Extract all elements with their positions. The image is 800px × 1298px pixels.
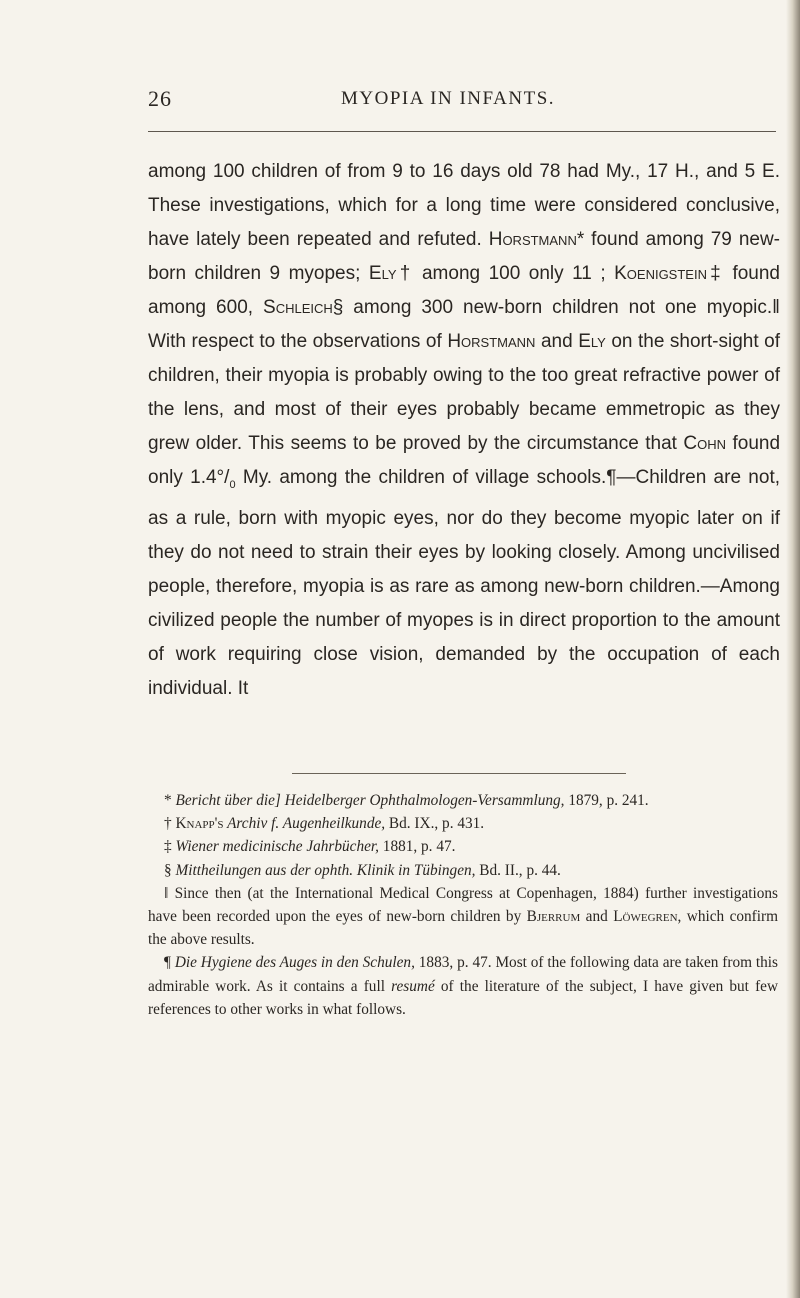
body-text (148, 155, 780, 706)
footnote-6 (148, 951, 778, 1021)
author-cohn: Cohn (683, 433, 726, 454)
author-ely: Ely (368, 263, 397, 284)
footnote-rule (292, 773, 626, 774)
author-koenigstein: Koenigstein (614, 263, 707, 284)
footnote-ref: Bd. II., p. 44. (475, 861, 561, 879)
footnote-title: Mittheilungen aus der ophth. Klinik in Tübingen, (175, 861, 476, 879)
footnote-resume: resumé (391, 977, 435, 995)
author-schleich: Schleich (263, 297, 333, 318)
body-paragraph (148, 155, 780, 706)
body-text-2: * found among 79 new-born children 9 myopes; (148, 229, 781, 284)
page-header (148, 86, 778, 120)
body-text-9: My. among the children of village schools.¶—Children are not, as a rule, born with myopic eyes, nor do they become myopic later on if they do not need to strain their eyes by looking closely. Among uncivilised people, therefore, myopia is as rare as among new-born children.—Among civilized people the number of myopes is in direct proportion to the amount of work requiring close vision, demanded by the occupation of each individual. It (148, 467, 780, 699)
author-horstmann: Horstmann (488, 229, 577, 250)
author-knapp: Knapp's (175, 815, 224, 833)
footnote-text: and (585, 908, 608, 926)
body-text-8: found only 1.4°/ (148, 433, 781, 488)
footnote-2 (148, 812, 778, 835)
body-text-7: on the short-sight of children, their myopia is probably owing to the too great refractive power of the lens, and most of their eyes probably became emmetropic as they grew older. This seems to be proved by the circumstance that (148, 331, 780, 454)
footnote-text: of the literature of the subject, I have given but few references to other works in what follows. (148, 977, 779, 1018)
author-ely-2: Ely (578, 331, 606, 352)
footnote-marker: ¶ (164, 954, 175, 972)
author-lowegren: Löwegren, (613, 908, 682, 926)
footnote-marker: † (164, 815, 176, 833)
footnote-marker: ‡ (164, 838, 176, 856)
footnote-ref: 1879, p. 241. (564, 792, 649, 809)
page-number: 26 (148, 86, 172, 111)
body-text-6: and (540, 331, 573, 352)
author-bjerrum: Bjerrum (526, 908, 581, 926)
header-rule (148, 131, 776, 132)
footnote-marker: § (164, 861, 176, 879)
footnote-title: Wiener medicinische Jahrbücher, (175, 838, 379, 856)
running-title: MYOPIA IN INFANTS. (341, 88, 556, 109)
percent-subscript: 0 (229, 478, 236, 491)
footnote-text: ‖ Since then (at the International Medical Congress at Copenhagen, 1884) further investigations have been recorded upon the eyes of new-born children by (148, 884, 778, 926)
footnote-text: 1883, p. 47. Most of the following data are taken from this admirable work. As it contains a full (148, 954, 778, 995)
page-edge-shadow (786, 0, 800, 1298)
footnote-title: Bericht über die] Heidelberger Ophthalmologen-Versammlung, (175, 792, 565, 809)
footnote-marker: * (164, 792, 176, 809)
footnote-1 (148, 789, 778, 812)
footnote-5 (148, 882, 778, 952)
footnote-ref: Bd. IX., p. 431. (385, 815, 485, 833)
footnote-title: Archiv f. Augenheilkunde, (223, 815, 386, 833)
footnote-3 (148, 835, 778, 858)
body-text-3: † among 100 only 11 ; (396, 263, 606, 284)
author-horstmann-2: Horstmann (447, 331, 536, 352)
footnote-text: which confirm the above results. (148, 908, 779, 949)
footnote-4 (148, 859, 778, 882)
body-text-5: § among 300 new-born children not one myopic.‖ With respect to the observations of (148, 297, 781, 352)
footnotes (148, 789, 778, 1021)
footnote-title: Die Hygiene des Auges in den Schulen, (174, 954, 415, 972)
body-text-4: ‡ found among 600, (148, 263, 780, 318)
footnote-ref: 1881, p. 47. (378, 838, 456, 856)
body-text-1: among 100 children of from 9 to 16 days old 78 had My., 17 H., and 5 E. These investigations, which for a long time were considered conclusive, have lately been repeated and refuted. (148, 161, 780, 250)
